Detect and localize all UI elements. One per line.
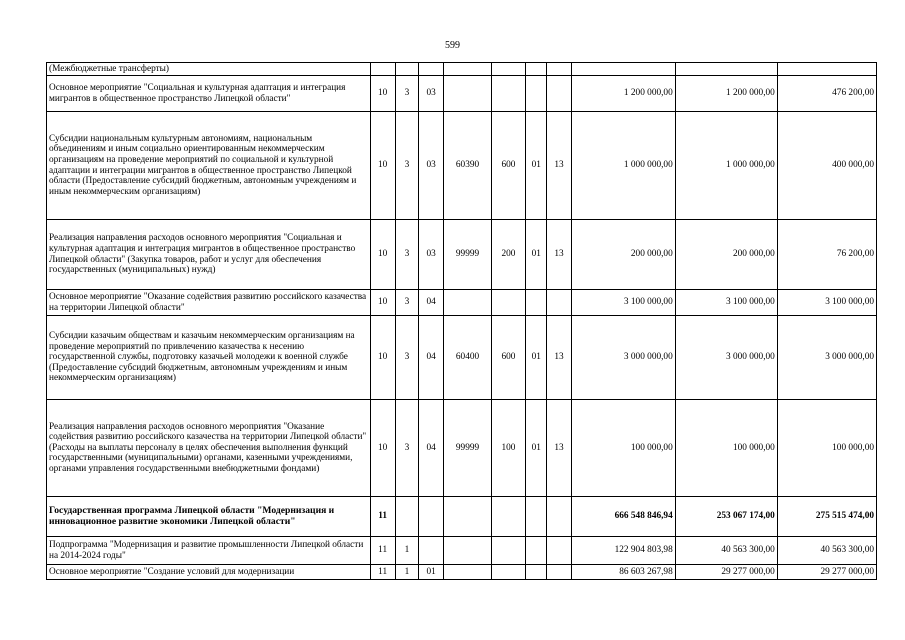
amount-year-2: 3 000 000,00 bbox=[675, 316, 777, 400]
subsection-code: 3 bbox=[395, 316, 418, 400]
amount-year-3: 29 277 000,00 bbox=[777, 565, 876, 580]
subchapter-code bbox=[547, 76, 571, 112]
chapter-code: 01 bbox=[526, 400, 547, 497]
row-description: Основное мероприятие "Оказание содействия развитию российского казачества на территории Липецкой области" bbox=[47, 290, 371, 316]
amount-year-1: 3 100 000,00 bbox=[571, 290, 675, 316]
amount-year-2: 253 067 174,00 bbox=[675, 497, 777, 537]
section-code: 10 bbox=[370, 220, 395, 290]
page-number: 599 bbox=[445, 40, 460, 51]
chapter-code bbox=[526, 565, 547, 580]
table-row bbox=[47, 220, 877, 290]
direction-code bbox=[444, 497, 492, 537]
expense-type-code: 100 bbox=[491, 400, 525, 497]
direction-code: 99999 bbox=[444, 220, 492, 290]
subsection-code: 3 bbox=[395, 290, 418, 316]
subsection-code: 3 bbox=[395, 112, 418, 220]
table-row bbox=[47, 497, 877, 537]
amount-year-3: 76 200,00 bbox=[777, 220, 876, 290]
amount-year-2 bbox=[675, 63, 777, 76]
amount-year-3: 400 000,00 bbox=[777, 112, 876, 220]
amount-year-1: 1 200 000,00 bbox=[571, 76, 675, 112]
direction-code: 60400 bbox=[444, 316, 492, 400]
amount-year-2: 1 200 000,00 bbox=[675, 76, 777, 112]
expense-type-code bbox=[491, 565, 525, 580]
table-row bbox=[47, 316, 877, 400]
expense-type-code: 200 bbox=[491, 220, 525, 290]
amount-year-2: 200 000,00 bbox=[675, 220, 777, 290]
chapter-code bbox=[526, 63, 547, 76]
amount-year-2: 29 277 000,00 bbox=[675, 565, 777, 580]
section-code: 10 bbox=[370, 316, 395, 400]
expense-type-code bbox=[491, 290, 525, 316]
direction-code bbox=[444, 63, 492, 76]
program-code bbox=[419, 537, 444, 565]
amount-year-1: 200 000,00 bbox=[571, 220, 675, 290]
direction-code bbox=[444, 76, 492, 112]
amount-year-2: 3 100 000,00 bbox=[675, 290, 777, 316]
row-description: Реализация направления расходов основного мероприятия "Оказание содействия развитию российского казачества на территории Липецкой области" (Расходы на выплаты персоналу в целях обеспечения выполнения функций государственными (муниципальными) органами, казенными учреждениями, органами управления государственными внебюджетными фондами) bbox=[47, 400, 371, 497]
program-code bbox=[419, 63, 444, 76]
table-row bbox=[47, 400, 877, 497]
amount-year-2: 40 563 300,00 bbox=[675, 537, 777, 565]
amount-year-1: 1 000 000,00 bbox=[571, 112, 675, 220]
program-code bbox=[419, 497, 444, 537]
amount-year-1: 100 000,00 bbox=[571, 400, 675, 497]
section-code: 10 bbox=[370, 112, 395, 220]
subsection-code bbox=[395, 497, 418, 537]
direction-code bbox=[444, 565, 492, 580]
row-description: (Межбюджетные трансферты) bbox=[47, 63, 371, 76]
subchapter-code: 13 bbox=[547, 316, 571, 400]
subsection-code: 1 bbox=[395, 537, 418, 565]
amount-year-3: 3 000 000,00 bbox=[777, 316, 876, 400]
subsection-code: 1 bbox=[395, 565, 418, 580]
subchapter-code bbox=[547, 63, 571, 76]
amount-year-2: 1 000 000,00 bbox=[675, 112, 777, 220]
row-description: Подпрограмма "Модернизация и развитие промышленности Липецкой области на 2014-2024 годы" bbox=[47, 537, 371, 565]
subchapter-code bbox=[547, 565, 571, 580]
subchapter-code bbox=[547, 537, 571, 565]
program-code: 01 bbox=[419, 565, 444, 580]
program-code: 04 bbox=[419, 290, 444, 316]
chapter-code: 01 bbox=[526, 112, 547, 220]
amount-year-3: 100 000,00 bbox=[777, 400, 876, 497]
table-row bbox=[47, 290, 877, 316]
amount-year-3: 3 100 000,00 bbox=[777, 290, 876, 316]
expense-type-code bbox=[491, 497, 525, 537]
subchapter-code bbox=[547, 290, 571, 316]
expense-type-code bbox=[491, 537, 525, 565]
row-description: Субсидии национальным культурным автономиям, национальным объединениям и иным социально ориентированным некоммерческим организациям на проведение мероприятий по социальной и культурной адаптации и интеграции мигрантов в общественное пространство Липецкой области (Предоставление субсидий бюджетным, автономным учреждениям и иным некоммерческим организациям) bbox=[47, 112, 371, 220]
amount-year-2: 100 000,00 bbox=[675, 400, 777, 497]
amount-year-3 bbox=[777, 63, 876, 76]
chapter-code bbox=[526, 290, 547, 316]
chapter-code: 01 bbox=[526, 220, 547, 290]
amount-year-1: 666 548 846,94 bbox=[571, 497, 675, 537]
chapter-code bbox=[526, 76, 547, 112]
amount-year-1 bbox=[571, 63, 675, 76]
amount-year-1: 122 904 803,98 bbox=[571, 537, 675, 565]
expense-type-code bbox=[491, 63, 525, 76]
row-description: Основное мероприятие "Социальная и культурная адаптация и интеграция мигрантов в общественное пространство Липецкой области" bbox=[47, 76, 371, 112]
subchapter-code: 13 bbox=[547, 112, 571, 220]
section-code: 11 bbox=[370, 497, 395, 537]
chapter-code bbox=[526, 537, 547, 565]
section-code: 10 bbox=[370, 400, 395, 497]
subchapter-code: 13 bbox=[547, 400, 571, 497]
chapter-code bbox=[526, 497, 547, 537]
program-code: 04 bbox=[419, 400, 444, 497]
program-code: 03 bbox=[419, 220, 444, 290]
subsection-code: 3 bbox=[395, 76, 418, 112]
table-row bbox=[47, 565, 877, 580]
row-description: Основное мероприятие "Создание условий для модернизации bbox=[47, 565, 371, 580]
program-code: 03 bbox=[419, 76, 444, 112]
amount-year-1: 86 603 267,98 bbox=[571, 565, 675, 580]
section-code: 10 bbox=[370, 290, 395, 316]
direction-code bbox=[444, 537, 492, 565]
table-row bbox=[47, 63, 877, 76]
amount-year-1: 3 000 000,00 bbox=[571, 316, 675, 400]
direction-code bbox=[444, 290, 492, 316]
subchapter-code bbox=[547, 497, 571, 537]
direction-code: 60390 bbox=[444, 112, 492, 220]
subsection-code: 3 bbox=[395, 400, 418, 497]
row-description: Субсидии казачьим обществам и казачьим некоммерческим организациям на проведение мероприятий по привлечению казачества к несению государственной службы, подготовку казачьей молодежи к военной службе (Предоставление субсидий бюджетным, автономным учреждениям и иным некоммерческим организациям) bbox=[47, 316, 371, 400]
section-code: 10 bbox=[370, 76, 395, 112]
budget-table bbox=[46, 62, 877, 580]
amount-year-3: 476 200,00 bbox=[777, 76, 876, 112]
row-description: Реализация направления расходов основного мероприятия "Социальная и культурная адаптация и интеграция мигрантов в общественное пространство Липецкой области" (Закупка товаров, работ и услуг для обеспечения государственных (муниципальных) нужд) bbox=[47, 220, 371, 290]
section-code: 11 bbox=[370, 565, 395, 580]
subsection-code: 3 bbox=[395, 220, 418, 290]
row-description: Государственная программа Липецкой области "Модернизация и инновационное развитие экономики Липецкой области" bbox=[47, 497, 371, 537]
amount-year-3: 40 563 300,00 bbox=[777, 537, 876, 565]
table-row bbox=[47, 76, 877, 112]
program-code: 03 bbox=[419, 112, 444, 220]
section-code bbox=[370, 63, 395, 76]
expense-type-code bbox=[491, 76, 525, 112]
table-row bbox=[47, 112, 877, 220]
program-code: 04 bbox=[419, 316, 444, 400]
direction-code: 99999 bbox=[444, 400, 492, 497]
table-row bbox=[47, 537, 877, 565]
subchapter-code: 13 bbox=[547, 220, 571, 290]
subsection-code bbox=[395, 63, 418, 76]
amount-year-3: 275 515 474,00 bbox=[777, 497, 876, 537]
chapter-code: 01 bbox=[526, 316, 547, 400]
expense-type-code: 600 bbox=[491, 112, 525, 220]
section-code: 11 bbox=[370, 537, 395, 565]
expense-type-code: 600 bbox=[491, 316, 525, 400]
